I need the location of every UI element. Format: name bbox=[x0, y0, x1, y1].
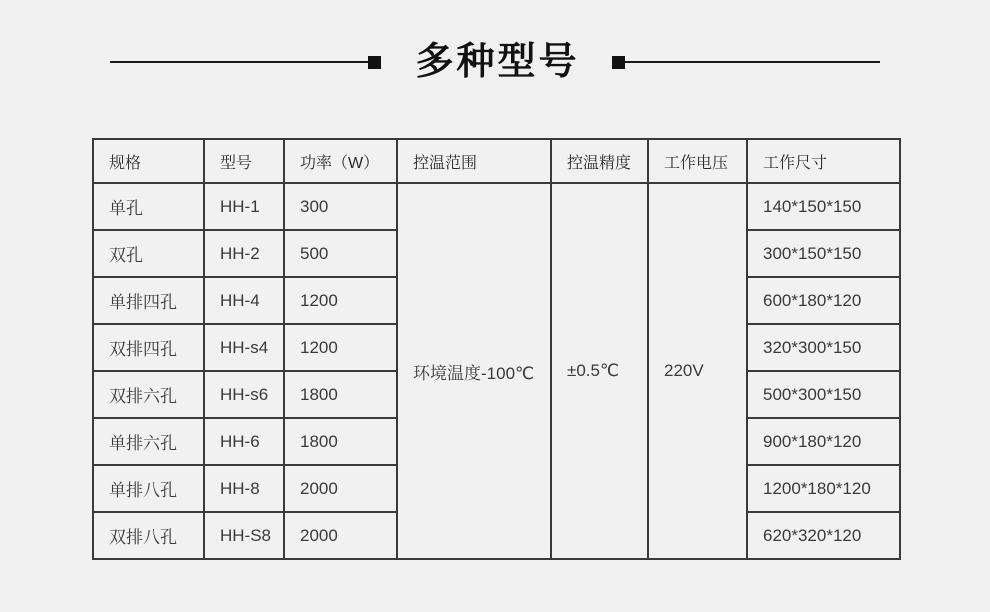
cell-model: HH-1 bbox=[204, 183, 284, 230]
cell-power: 2000 bbox=[284, 465, 397, 512]
header-power: 功率（W） bbox=[284, 139, 397, 183]
cell-power: 2000 bbox=[284, 512, 397, 559]
table-row bbox=[93, 183, 900, 230]
cell-model: HH-4 bbox=[204, 277, 284, 324]
cell-size: 300*150*150 bbox=[747, 230, 900, 277]
header-spec: 规格 bbox=[93, 139, 204, 183]
title-left-line bbox=[110, 61, 368, 63]
cell-size: 600*180*120 bbox=[747, 277, 900, 324]
spec-table bbox=[92, 138, 901, 560]
cell-size: 620*320*120 bbox=[747, 512, 900, 559]
cell-size: 500*300*150 bbox=[747, 371, 900, 418]
header-model: 型号 bbox=[204, 139, 284, 183]
header-temp-range: 控温范围 bbox=[397, 139, 551, 183]
cell-power: 1200 bbox=[284, 277, 397, 324]
cell-voltage: 220V bbox=[648, 183, 747, 559]
cell-model: HH-6 bbox=[204, 418, 284, 465]
page-title: 多种型号 bbox=[415, 41, 580, 83]
cell-size: 1200*180*120 bbox=[747, 465, 900, 512]
cell-model: HH-2 bbox=[204, 230, 284, 277]
cell-model: HH-s6 bbox=[204, 371, 284, 418]
cell-model: HH-8 bbox=[204, 465, 284, 512]
cell-power: 1800 bbox=[284, 371, 397, 418]
cell-size: 140*150*150 bbox=[747, 183, 900, 230]
title-right-line bbox=[625, 61, 880, 63]
cell-temp-range: 环境温度-100℃ bbox=[397, 183, 551, 559]
cell-model: HH-S8 bbox=[204, 512, 284, 559]
cell-spec: 单孔 bbox=[93, 183, 204, 230]
cell-size: 320*300*150 bbox=[747, 324, 900, 371]
cell-precision: ±0.5℃ bbox=[551, 183, 648, 559]
cell-size: 900*180*120 bbox=[747, 418, 900, 465]
cell-spec: 双孔 bbox=[93, 230, 204, 277]
cell-spec: 单排六孔 bbox=[93, 418, 204, 465]
title-banner bbox=[0, 30, 990, 94]
header-size: 工作尺寸 bbox=[747, 139, 900, 183]
cell-spec: 双排六孔 bbox=[93, 371, 204, 418]
cell-spec: 单排八孔 bbox=[93, 465, 204, 512]
cell-spec: 双排八孔 bbox=[93, 512, 204, 559]
header-voltage: 工作电压 bbox=[648, 139, 747, 183]
table-header-row bbox=[93, 139, 900, 183]
title-right-square bbox=[612, 56, 625, 69]
header-precision: 控温精度 bbox=[551, 139, 648, 183]
cell-model: HH-s4 bbox=[204, 324, 284, 371]
cell-power: 1200 bbox=[284, 324, 397, 371]
cell-spec: 单排四孔 bbox=[93, 277, 204, 324]
cell-power: 500 bbox=[284, 230, 397, 277]
cell-power: 300 bbox=[284, 183, 397, 230]
cell-spec: 双排四孔 bbox=[93, 324, 204, 371]
title-left-square bbox=[368, 56, 381, 69]
cell-power: 1800 bbox=[284, 418, 397, 465]
